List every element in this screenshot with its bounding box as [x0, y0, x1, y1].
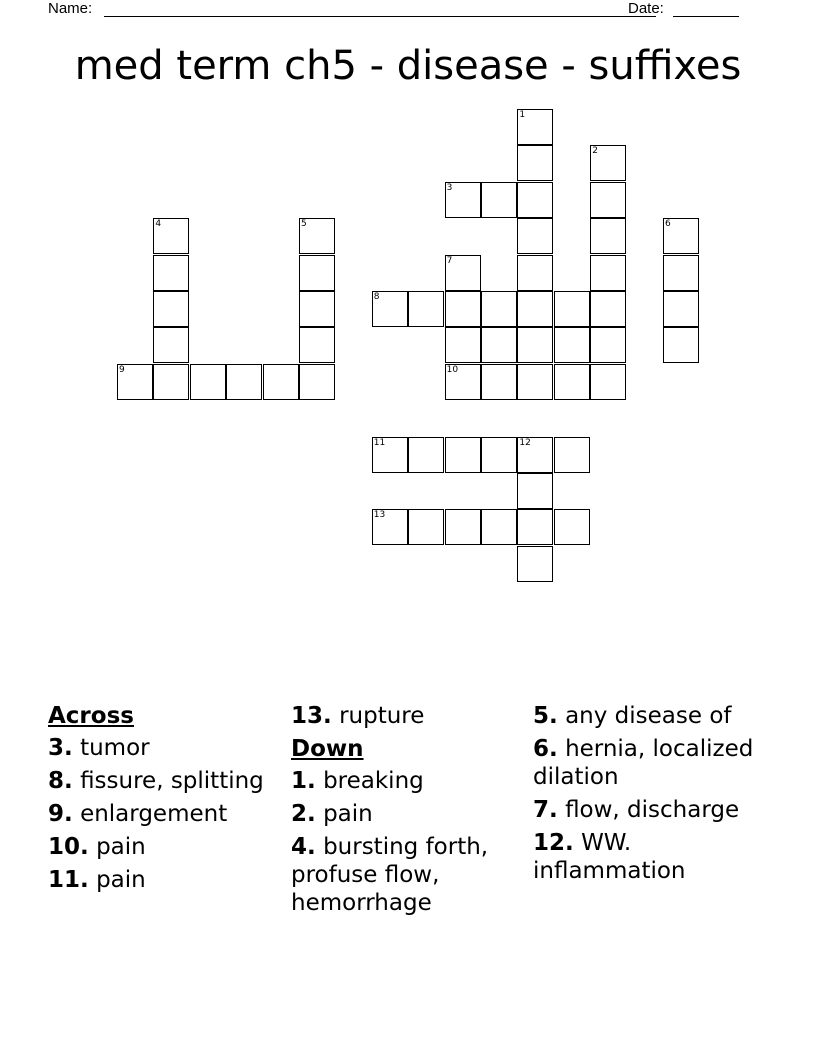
clue-across-13 — [291, 702, 526, 730]
clue-number: 13. — [291, 703, 332, 729]
date-label: Date: — [628, 0, 664, 17]
clue-down-2 — [291, 800, 526, 828]
clue-across-9 — [48, 800, 278, 828]
grid-cell[interactable] — [445, 182, 481, 218]
grid-cell[interactable] — [153, 291, 189, 327]
clue-text: pain — [323, 801, 373, 827]
clue-number: 3. — [48, 735, 73, 761]
grid-cell[interactable] — [517, 509, 553, 545]
clue-text: any disease of — [565, 703, 732, 729]
clue-down-1 — [291, 767, 526, 795]
clue-down-7 — [533, 796, 773, 824]
cell-number: 13 — [373, 510, 386, 521]
grid-cell[interactable] — [517, 291, 553, 327]
cell-number: 11 — [373, 437, 386, 448]
clue-down-4 — [291, 833, 526, 917]
clue-text: flow, discharge — [565, 797, 740, 823]
grid-cell[interactable] — [117, 364, 153, 400]
grid-cell[interactable] — [590, 327, 626, 363]
grid-cell[interactable] — [372, 291, 408, 327]
grid-cell[interactable] — [445, 509, 481, 545]
grid-cell[interactable] — [153, 218, 189, 254]
clue-text: enlargement — [80, 801, 228, 827]
grid-cell[interactable] — [481, 291, 517, 327]
grid-cell[interactable] — [590, 218, 626, 254]
clue-across-3 — [48, 734, 278, 762]
cell-number: 7 — [446, 255, 453, 266]
grid-cell[interactable] — [517, 364, 553, 400]
grid-cell[interactable] — [517, 182, 553, 218]
grid-cell[interactable] — [517, 437, 553, 473]
clue-down-5 — [533, 702, 773, 730]
grid-cell[interactable] — [554, 364, 590, 400]
clue-number: 9. — [48, 801, 73, 827]
clue-down-6 — [533, 735, 773, 791]
clue-number: 8. — [48, 768, 73, 794]
clue-number: 2. — [291, 801, 316, 827]
clue-number: 10. — [48, 834, 89, 860]
grid-cell[interactable] — [554, 437, 590, 473]
cell-number: 3 — [446, 182, 453, 193]
grid-cell[interactable] — [226, 364, 262, 400]
grid-cell[interactable] — [299, 291, 335, 327]
grid-cell[interactable] — [517, 255, 553, 291]
cell-number: 1 — [519, 110, 526, 120]
grid-cell[interactable] — [590, 255, 626, 291]
page-title: med term ch5 - disease - suffixes — [74, 43, 742, 89]
grid-cell[interactable] — [554, 509, 590, 545]
clue-column-1 — [48, 702, 278, 899]
cell-number: 12 — [519, 437, 531, 448]
clue-text: fissure, splitting — [80, 768, 264, 794]
clue-column-2 — [291, 702, 526, 922]
grid-cell[interactable] — [445, 255, 481, 291]
clue-number: 6. — [533, 736, 558, 762]
grid-cell[interactable] — [372, 437, 408, 473]
clue-text: rupture — [339, 703, 425, 729]
grid-cell[interactable] — [517, 327, 553, 363]
grid-cell[interactable] — [554, 327, 590, 363]
clue-text: WW. inflammation — [533, 830, 686, 884]
grid-cell[interactable] — [517, 473, 553, 509]
grid-cell[interactable] — [517, 109, 553, 145]
grid-cell[interactable] — [190, 364, 226, 400]
clue-across-11 — [48, 866, 278, 894]
clue-across-10 — [48, 833, 278, 861]
grid-cell[interactable] — [554, 291, 590, 327]
grid-cell[interactable] — [408, 437, 444, 473]
clue-number: 4. — [291, 834, 316, 860]
cell-number: 6 — [665, 219, 671, 230]
grid-cell[interactable] — [517, 546, 553, 582]
clue-column-3 — [533, 702, 773, 890]
clue-text: pain — [96, 834, 146, 860]
grid-cell[interactable] — [663, 327, 699, 363]
clue-number: 7. — [533, 797, 558, 823]
grid-cell[interactable] — [590, 145, 626, 181]
grid-cell[interactable] — [153, 255, 189, 291]
grid-cell[interactable] — [263, 364, 299, 400]
grid-cell[interactable] — [445, 437, 481, 473]
grid-cell[interactable] — [517, 145, 553, 181]
grid-cell[interactable] — [481, 509, 517, 545]
clue-number: 12. — [533, 830, 574, 856]
grid-cell[interactable] — [517, 218, 553, 254]
grid-cell[interactable] — [299, 218, 335, 254]
cell-number: 8 — [373, 292, 380, 302]
clue-number: 1. — [291, 768, 316, 794]
clue-across-8 — [48, 767, 278, 795]
name-label: Name: — [48, 0, 93, 17]
grid-cell[interactable] — [481, 182, 517, 218]
grid-cell[interactable] — [481, 437, 517, 473]
clue-text: breaking — [323, 768, 424, 794]
clue-down-12 — [533, 829, 773, 885]
grid-cell[interactable] — [590, 364, 626, 400]
grid-cell[interactable] — [481, 327, 517, 363]
cell-number: 10 — [446, 364, 459, 375]
cell-number: 5 — [301, 219, 307, 230]
cell-number: 2 — [592, 146, 598, 157]
clue-text: tumor — [80, 735, 150, 761]
down-heading: Down — [291, 736, 364, 762]
grid-cell[interactable] — [153, 327, 189, 363]
cell-number: 4 — [155, 219, 162, 230]
cell-number: 9 — [119, 364, 125, 375]
clue-text: bursting forth, profuse flow, hemorrhage — [291, 834, 489, 916]
grid-cell[interactable] — [663, 255, 699, 291]
grid-cell[interactable] — [481, 364, 517, 400]
grid-cell[interactable] — [445, 364, 481, 400]
grid-cell[interactable] — [408, 509, 444, 545]
grid-cell[interactable] — [663, 291, 699, 327]
grid-cell[interactable] — [299, 364, 335, 400]
grid-cell[interactable] — [299, 255, 335, 291]
grid-cell[interactable] — [590, 291, 626, 327]
grid-cell[interactable] — [663, 218, 699, 254]
grid-cell[interactable] — [408, 291, 444, 327]
clue-number: 5. — [533, 703, 558, 729]
grid-cell[interactable] — [372, 509, 408, 545]
grid-cell[interactable] — [299, 327, 335, 363]
grid-cell[interactable] — [590, 182, 626, 218]
clue-text: hernia, localized dilation — [533, 736, 754, 790]
grid-cell[interactable] — [445, 327, 481, 363]
grid-cell[interactable] — [445, 291, 481, 327]
clue-number: 11. — [48, 867, 89, 893]
across-heading: Across — [48, 703, 134, 729]
clue-text: pain — [96, 867, 146, 893]
grid-cell[interactable] — [153, 364, 189, 400]
